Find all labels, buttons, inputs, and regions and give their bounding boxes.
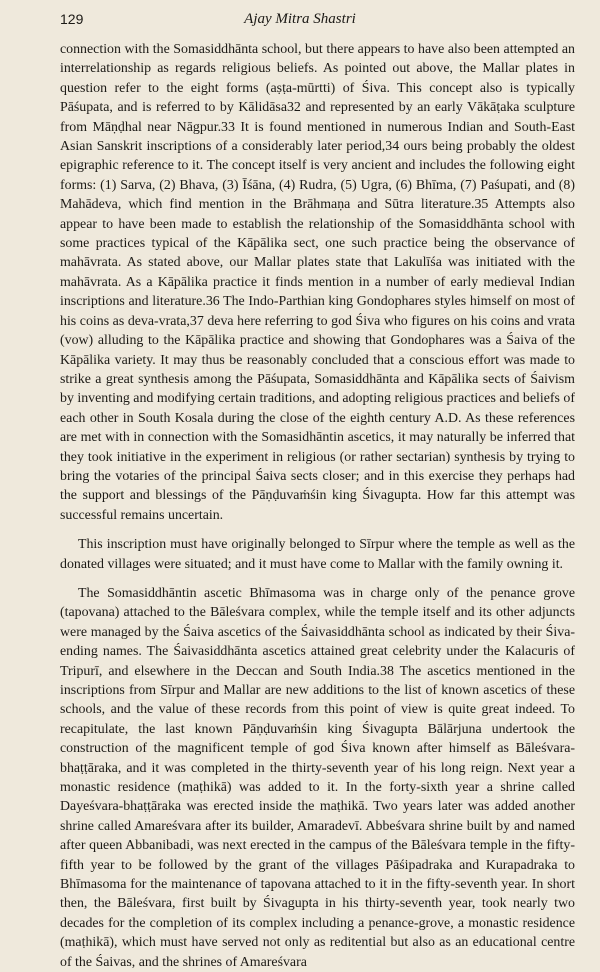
page-header [0, 0, 600, 40]
page-number: 129 [60, 11, 84, 27]
running-title: Ajay Mitra Shastri [244, 11, 356, 27]
body-text [60, 40, 575, 972]
paragraph-2: This inscription must have originally belonged to Sīrpur where the temple as well as the donated villages were situated; and it must have come to Mallar with the family owning it. [60, 537, 575, 572]
paragraph-3: The Somasiddhāntin ascetic Bhīmasoma was in charge only of the penance grove (tapovana) attached to the Bāleśvara complex, while the temple itself and its other adjuncts were managed by the Śaiva ascetics of the Śaivasiddhānta school as indicated by their Śiva-ending names. The Śaivasiddhānta ascetics attained great celebrity under the Kalacuris of Tripurī, and elsewhere in the Deccan and South India.38 The ascetics mentioned in the inscriptions from Sīrpur and Mallar are new additions to the list of known ascetics of these schools, and the value of these records from this point of view is quite great indeed. To recapitulate, the last known Pāṇḍuvaṁśin king Śivagupta Bālārjuna undertook the construction of the magnificent temple of god Śiva known after himself as Bāleśvara-bhaṭṭāraka, and it was completed in the thirty-seventh year of his long reign. Next year a monastic residence (maṭhikā) was added to it. In the forty-sixth year a shrine called Dayeśvara-bhaṭṭāraka was erected inside the maṭhikā. Two years later was added another shrine called Amareśvara after its builder, Amaradevī. Abbeśvara shrine built by and named after queen Abbanibadi, was next erected in the campus of the Bāleśvara temple in the fifty-fifth year to be followed by the grant of the villages Pāśipadraka and Kurapadraka to Bhīmasoma for the maintenance of tapovana attached to it in the fifty-seventh year. In short then, the Bāleśvara, first built by Śivagupta in his thirty-seventh year, took nearly two decades for the completion of its complex including a penance-grove, a monastic residence (maṭhikā), which must have served not only as reditential but also as an educational centre of the Śaivas, and the shrines of Amareśvara [60, 585, 575, 970]
paragraph-1: connection with the Somasiddhānta school, but there appears to have also been attempted an interrelationship as regards religious beliefs. As pointed out above, the Mallar plates in question refer to the eight forms (aṣṭa-mūrtti) of Śiva. This concept also is typically Pāśupata, and is referred to by Kālidāsa32 and represented by an early Vākāṭaka sculpture from Māṇḍhal near Nāgpur.33 It is found mentioned in numerous Indian and South-East Asian Sanskrit inscriptions of a considerably later period,34 ours being probably the oldest epigraphic reference to it. The concept itself is very ancient and includes the following eight forms: (1) Sarva, (2) Bhava, (3) Īśāna, (4) Rudra, (5) Ugra, (6) Bhīma, (7) Paśupati, and (8) Mahādeva, which find mention in the Brāhmaṇa and Sūtra literature.35 Attempts also appear to have been made to establish the relationship of the Somasiddhānta school with some practices typical of the Kāpālika sect, one such practice being the observance of mahāvrata. As stated above, our Mallar plates state that Lakulīśa was initiated with the mahāvrata. As a Kāpālika practice it finds mention in a number of early medieval Indian inscriptions and literature.36 The Indo-Parthian king Gondophares styles himself on most of his coins as deva-vrata,37 deva here referring to god Śiva who figures on his coins and vrata (vow) alluding to the Kāpālika practice and showing that Gondophares was a Śaiva of the Kāpālika variety. It may thus be reasonably concluded that a conscious effort was made to strike a great synthesis among the Pāśupata, Somasiddhānta and Kāpālika sects of Śaivism by inventing and modifying certain traditions, and adopting religious practices and beliefs of each other in South Kosala during the close of the eighth century A.D. As these references are met with in connection with the Somasidhāntin ascetics, it may naturally be inferred that they took initiative in the experiment in religious (or rather sectarian) synthesis by trying to bring the votaries of the principal Śaiva sects closer; and in this exercise they perhaps had the support and blessings of the Pāṇḍuvaṁśin king Śivagupta. How far this attempt was successful remains uncertain. [60, 42, 575, 523]
